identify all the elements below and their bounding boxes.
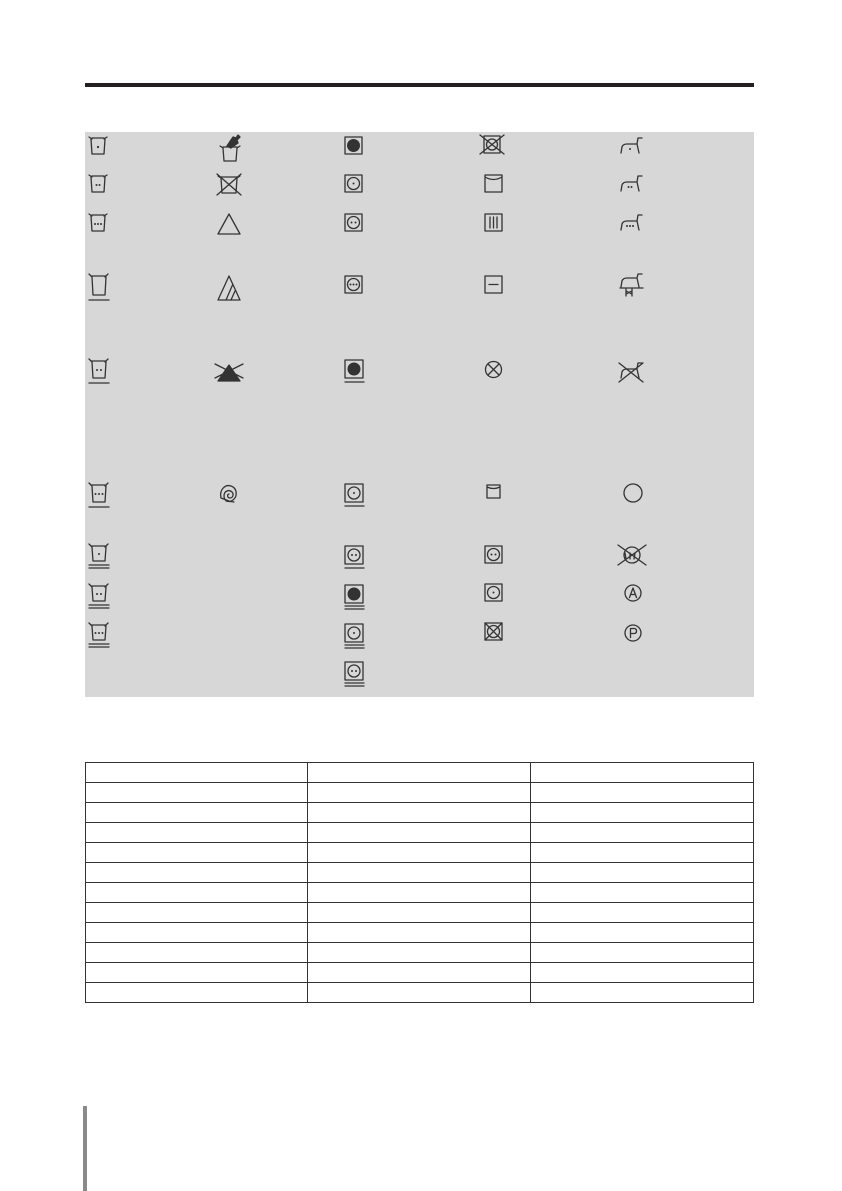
table-cell (86, 903, 308, 923)
table-row (86, 803, 754, 823)
care-table (85, 762, 754, 1003)
do-not-bleach-icon (213, 358, 245, 384)
wash-40-very-gentle-icon (86, 581, 112, 611)
table-cell (530, 863, 753, 883)
iron-medium-icon (618, 172, 646, 196)
table-row (86, 763, 754, 783)
tumble-dry-normal-gentle-icon (342, 543, 368, 573)
bleach-allowed-icon (215, 211, 243, 237)
dry-heat-low-icon (482, 543, 506, 567)
table-row (86, 843, 754, 863)
tumble-dry-normal-icon (342, 211, 366, 235)
tumble-dry-low-very-gentle-icon (342, 621, 368, 651)
table-cell (86, 843, 308, 863)
dry-clean-any-solvent-icon (620, 580, 646, 606)
table-cell (530, 943, 753, 963)
drip-dry-icon (482, 211, 506, 235)
table-row (86, 863, 754, 883)
dry-clean-icon (620, 480, 646, 506)
table-row (86, 783, 754, 803)
table-cell (86, 943, 308, 963)
page-margin-bar (83, 1106, 87, 1191)
table-cell (308, 983, 530, 1003)
dry-clean-perchloroethylene-icon (620, 620, 646, 646)
table-cell (530, 843, 753, 863)
table-cell (86, 823, 308, 843)
wash-95-icon (86, 271, 112, 305)
care-symbols-panel (85, 132, 754, 697)
do-not-tumble-dry-cross-icon (482, 620, 506, 644)
table-row (86, 943, 754, 963)
table-row (86, 903, 754, 923)
do-not-tumble-dry-icon (477, 132, 507, 158)
table-cell (86, 963, 308, 983)
table-row (86, 883, 754, 903)
table-row (86, 823, 754, 843)
table-cell (308, 903, 530, 923)
table-row (86, 963, 754, 983)
table-cell (308, 823, 530, 843)
table-cell (530, 963, 753, 983)
table-cell (530, 783, 753, 803)
header-rule (85, 83, 754, 87)
tumble-dry-normal-very-gentle-icon (342, 659, 368, 689)
tumble-dry-no-heat-very-gentle-icon (342, 582, 368, 612)
dry-heat-medium-icon (482, 581, 506, 605)
table-cell (530, 803, 753, 823)
tumble-dry-high-icon (342, 273, 366, 297)
do-not-dry-icon (482, 358, 506, 382)
dry-in-shade-icon (482, 480, 506, 504)
do-not-iron-icon (616, 358, 646, 386)
care-table-body (86, 763, 754, 1003)
table-cell (308, 943, 530, 963)
tumble-dry-no-heat-icon (342, 134, 366, 158)
table-cell (308, 783, 530, 803)
iron-low-icon (618, 134, 646, 158)
table-cell (86, 783, 308, 803)
table-cell (530, 763, 753, 783)
table-cell (86, 863, 308, 883)
wool-mark-icon (216, 481, 242, 505)
table-cell (308, 843, 530, 863)
table-cell (308, 923, 530, 943)
do-not-wash-icon (214, 172, 244, 198)
iron-high-icon (618, 211, 646, 235)
table-cell (308, 963, 530, 983)
wash-60-gentle-icon (86, 480, 112, 510)
table-cell (530, 883, 753, 903)
wash-30-icon (86, 134, 110, 158)
wash-30-very-gentle-icon (86, 541, 112, 571)
table-row (86, 923, 754, 943)
wash-60-very-gentle-icon (86, 620, 112, 650)
table-cell (530, 923, 753, 943)
table-cell (86, 923, 308, 943)
wash-40-gentle-icon (86, 356, 112, 386)
table-cell (530, 823, 753, 843)
line-dry-icon (482, 172, 506, 196)
table-cell (86, 763, 308, 783)
table-cell (530, 983, 753, 1003)
hand-wash-icon (216, 132, 244, 164)
table-cell (308, 763, 530, 783)
iron-no-steam-icon (617, 271, 647, 299)
table-cell (530, 903, 753, 923)
non-chlorine-bleach-icon (215, 273, 243, 303)
wash-60-icon (86, 211, 110, 235)
do-not-dry-clean-icon (615, 541, 649, 569)
tumble-dry-low-gentle-icon (342, 481, 368, 511)
table-cell (86, 803, 308, 823)
table-cell (86, 883, 308, 903)
table-row (86, 983, 754, 1003)
tumble-dry-low-icon (342, 172, 366, 196)
table-cell (308, 863, 530, 883)
table-cell (86, 983, 308, 1003)
dry-flat-icon (482, 273, 506, 297)
tumble-dry-no-heat-gentle-icon (342, 357, 368, 387)
table-cell (308, 883, 530, 903)
wash-40-icon (86, 172, 110, 196)
table-cell (308, 803, 530, 823)
